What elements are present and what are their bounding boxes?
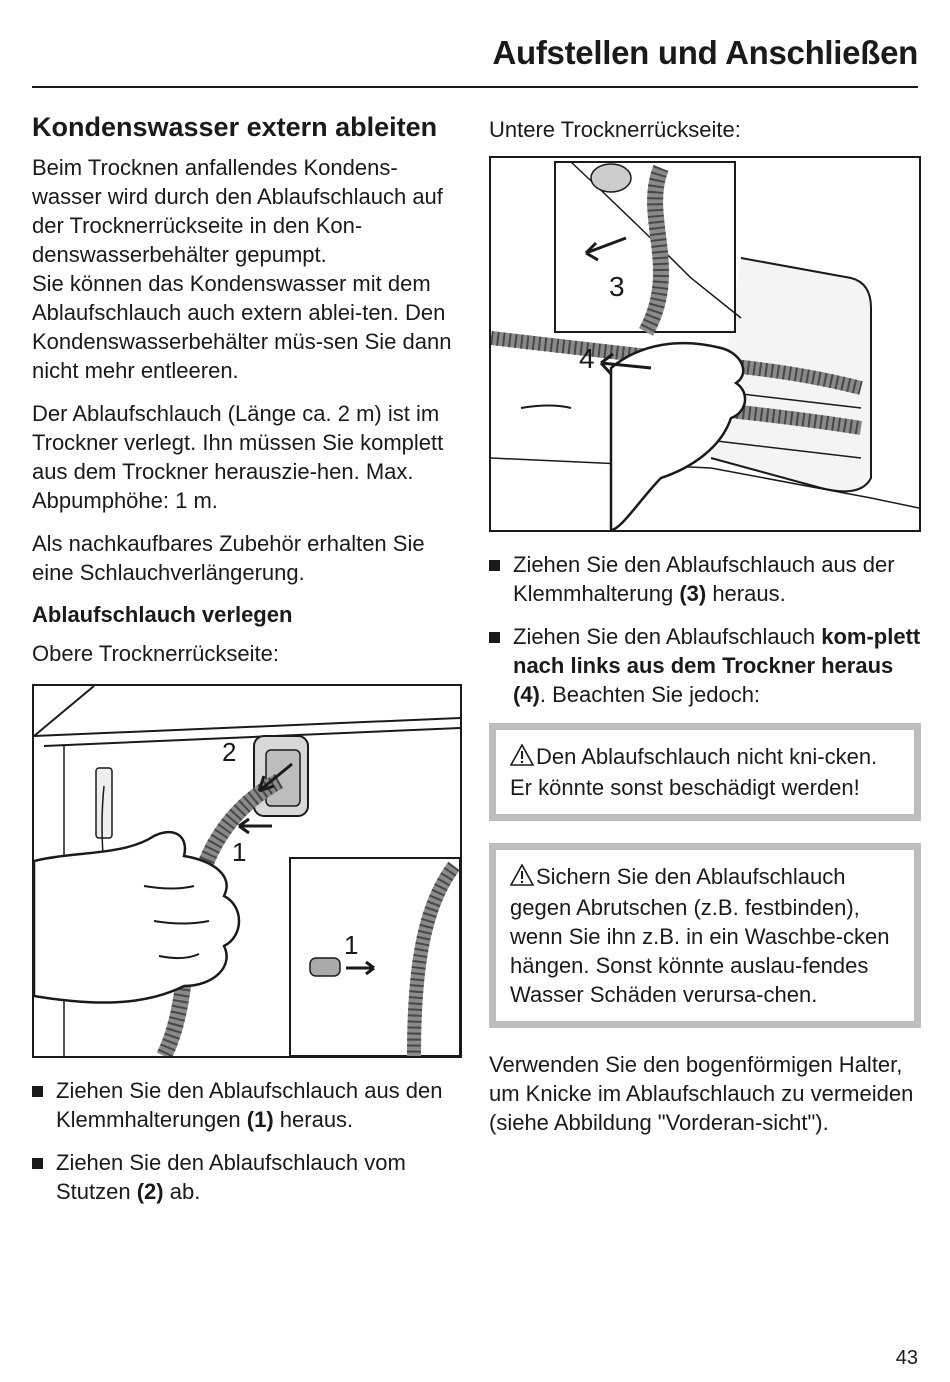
right-instruction-list (489, 550, 921, 709)
lower-figure-caption: Untere Trocknerrückseite: (489, 117, 741, 142)
list-item-text-end: . Beachten Sie jedoch: (539, 682, 761, 707)
upper-figure-caption: Obere Trocknerrückseite: (32, 641, 279, 666)
page-number: 43 (895, 1347, 918, 1369)
lower-dryer-back-illustration (489, 156, 921, 532)
hose-length-paragraph: Der Ablaufschlauch (Länge ca. 2 m) ist im Trockner verlegt. Ihn müssen Sie komplett aus dem Trockner herauszie-hen. Max. Abpumphöhe: 1 m. (32, 401, 444, 513)
intro-text-2: Sie können das Kondenswasser mit dem Ablaufschlauch auch extern ablei-ten. Den Kondenswasserbehälter müs-sen Sie dann nicht mehr entleeren. (32, 271, 452, 383)
intro-text-1: Beim Trocknen anfallendes Kondens-wasser wird durch den Ablaufschlauch auf der Trocknerrückseite in den Kon-denswasserbehälter gepumpt. (32, 155, 443, 267)
figure-label-1a: 1 (232, 837, 247, 867)
warning-text-kink: Den Ablaufschlauch nicht kni-cken. Er könnte sonst beschädigt werden! (510, 744, 878, 800)
warning-text-secure: Sichern Sie den Ablaufschlauch gegen Abrutschen (z.B. festbinden), wenn Sie ihn z.B. in ein Waschbe-cken hängen. Sonst könnte auslau-fendes Wasser Schäden verursa-chen. (510, 864, 890, 1007)
list-item-ref: (1) (246, 1107, 274, 1132)
upper-dryer-back-illustration (32, 684, 462, 1058)
list-item (489, 622, 921, 709)
figure-label-2: 2 (222, 737, 237, 767)
list-item (489, 550, 921, 608)
figure-label-3: 3 (609, 271, 625, 302)
figure-label-1b: 1 (344, 930, 359, 960)
list-item-text-end: heraus. (706, 581, 786, 606)
list-item-text: Ziehen Sie den Ablaufschlauch aus der Klemmhalterung (513, 552, 895, 606)
warning-triangle-icon (510, 744, 534, 773)
page-header-title: Aufstellen und Anschließen (492, 34, 918, 71)
list-item-text: Ziehen Sie den Ablaufschlauch aus den Klemmhalterungen (56, 1078, 443, 1132)
subsection-heading: Ablaufschlauch verlegen (32, 602, 293, 627)
upper-dryer-back-drawing (34, 686, 460, 1056)
list-item (32, 1076, 462, 1134)
left-instruction-list (32, 1076, 462, 1206)
header-divider (32, 86, 918, 88)
section-heading: Kondenswasser extern ableiten (32, 112, 438, 142)
closing-paragraph: Verwenden Sie den bogenförmigen Halter, um Knicke im Ablaufschlauch zu vermeiden (siehe Abbildung "Vorderan-sicht"). (489, 1052, 914, 1135)
list-item-text-end: heraus. (273, 1107, 354, 1132)
list-item-text: Ziehen Sie den Ablaufschlauch vom Stutzen (56, 1150, 406, 1204)
left-column (32, 108, 462, 1220)
list-item-text: Ziehen Sie den Ablaufschlauch (513, 624, 822, 649)
right-column (489, 115, 921, 1151)
list-item (32, 1148, 462, 1206)
intro-paragraph-1 (32, 153, 462, 385)
warning-triangle-icon (510, 864, 534, 893)
lower-dryer-back-drawing (491, 158, 919, 530)
list-item-ref: kom-plett nach links aus dem Trockner heraus (4) (513, 624, 921, 707)
warning-box-secure (489, 843, 921, 1028)
accessory-paragraph: Als nachkaufbares Zubehör erhalten Sie eine Schlauchverlängerung. (32, 531, 425, 585)
warning-box-kink (489, 723, 921, 821)
list-item-text-end: ab. (163, 1179, 201, 1204)
list-item-ref: (3) (679, 581, 707, 606)
list-item-ref: (2) (136, 1179, 164, 1204)
figure-label-4: 4 (579, 343, 595, 374)
